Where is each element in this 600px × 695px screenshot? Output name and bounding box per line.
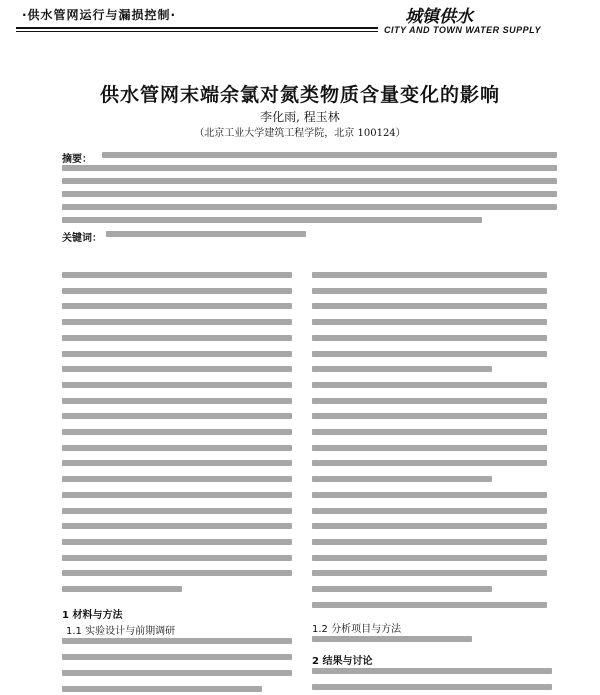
journal-name-en: CITY AND TOWN WATER SUPPLY <box>384 25 542 35</box>
text-line-placeholder <box>312 398 547 404</box>
text-line-placeholder <box>62 555 292 561</box>
text-line-placeholder <box>62 272 292 278</box>
text-line-placeholder <box>312 586 492 592</box>
text-line-placeholder <box>62 178 557 184</box>
text-line-placeholder <box>62 460 292 466</box>
text-line-placeholder <box>62 319 292 325</box>
header-rule <box>16 27 378 29</box>
text-line-placeholder <box>312 555 547 561</box>
text-line-placeholder <box>312 272 547 278</box>
text-line-placeholder <box>62 586 182 592</box>
keywords-label: 关键词： <box>62 233 102 244</box>
text-line-placeholder <box>62 165 557 171</box>
text-line-placeholder <box>62 523 292 529</box>
text-line-placeholder <box>62 476 292 482</box>
text-line-placeholder <box>312 335 547 341</box>
text-line-placeholder <box>62 398 292 404</box>
text-line-placeholder <box>312 303 547 309</box>
section-heading-2: 2 结果与讨论 <box>312 656 373 667</box>
text-line-placeholder <box>312 523 547 529</box>
text-line-placeholder <box>312 539 547 545</box>
text-line-placeholder <box>312 570 547 576</box>
section-heading-1-1: 1.1 实验设计与前期调研 <box>66 626 176 637</box>
article-authors: 李化雨, 程玉林 <box>260 110 340 124</box>
text-line-placeholder <box>312 508 547 514</box>
abstract-label: 摘要： <box>62 154 92 165</box>
text-line-placeholder <box>62 366 292 372</box>
text-line-placeholder <box>62 670 292 676</box>
text-line-placeholder <box>312 668 552 674</box>
header-rule-thin <box>16 31 378 32</box>
text-line-placeholder <box>312 429 547 435</box>
journal-logo-cn: 城镇供水 <box>405 7 473 27</box>
text-line-placeholder <box>62 288 292 294</box>
article-title: 供水管网末端余氯对氮类物质含量变化的影响 <box>99 84 500 106</box>
text-line-placeholder <box>62 335 292 341</box>
text-line-placeholder <box>312 351 547 357</box>
text-line-placeholder <box>62 429 292 435</box>
text-line-placeholder <box>102 152 557 158</box>
text-line-placeholder <box>312 445 547 451</box>
text-line-placeholder <box>312 319 547 325</box>
text-line-placeholder <box>62 217 482 223</box>
text-line-placeholder <box>312 602 547 608</box>
text-line-placeholder <box>312 476 492 482</box>
text-line-placeholder <box>62 686 262 692</box>
text-line-placeholder <box>312 382 547 388</box>
text-line-placeholder <box>62 654 292 660</box>
text-line-placeholder <box>62 191 557 197</box>
text-line-placeholder <box>312 460 547 466</box>
text-line-placeholder <box>62 539 292 545</box>
text-line-placeholder <box>62 492 292 498</box>
keywords-text <box>106 231 306 237</box>
text-line-placeholder <box>312 366 492 372</box>
section-heading-1-2: 1.2 分析项目与方法 <box>312 624 402 635</box>
section-heading-1: 1 材料与方法 <box>62 610 123 621</box>
text-line-placeholder <box>62 570 292 576</box>
column-tag: ·供水管网运行与漏损控制· <box>22 8 177 22</box>
text-line-placeholder <box>312 636 472 642</box>
text-line-placeholder <box>312 413 547 419</box>
text-line-placeholder <box>312 684 552 690</box>
text-line-placeholder <box>62 351 292 357</box>
page-header <box>0 0 600 44</box>
text-line-placeholder <box>62 445 292 451</box>
text-line-placeholder <box>62 204 557 210</box>
text-line-placeholder <box>62 413 292 419</box>
text-line-placeholder <box>62 508 292 514</box>
text-line-placeholder <box>62 382 292 388</box>
text-line-placeholder <box>62 303 292 309</box>
text-line-placeholder <box>312 288 547 294</box>
article-affiliation: （北京工业大学建筑工程学院，北京 100124） <box>194 128 406 139</box>
text-line-placeholder <box>62 638 292 644</box>
text-line-placeholder <box>312 492 547 498</box>
